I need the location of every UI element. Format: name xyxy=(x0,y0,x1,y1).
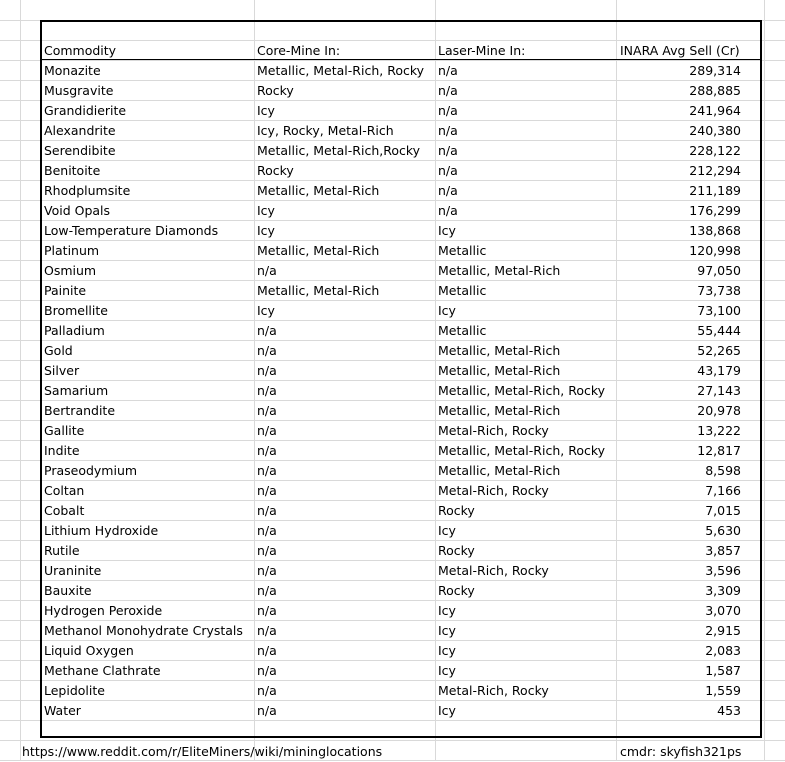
commodity-cell[interactable]: Musgravite xyxy=(44,83,114,98)
laser-mine-cell[interactable]: Metallic, Metal-Rich xyxy=(438,343,561,358)
price-cell[interactable]: 3,596 xyxy=(705,563,741,578)
laser-mine-cell[interactable]: Metallic, Metal-Rich, Rocky xyxy=(438,443,606,458)
table-row xyxy=(0,681,785,701)
core-mine-cell[interactable]: n/a xyxy=(257,423,277,438)
price-cell[interactable]: 212,294 xyxy=(689,163,741,178)
commodity-cell[interactable]: Platinum xyxy=(44,243,100,258)
table-row xyxy=(0,621,785,641)
laser-mine-cell[interactable]: Metal-Rich, Rocky xyxy=(438,563,549,578)
table-row xyxy=(0,521,785,541)
laser-mine-cell[interactable]: Icy xyxy=(438,643,456,658)
core-mine-cell[interactable]: Metallic, Metal-Rich, Rocky xyxy=(257,63,425,78)
commodity-cell[interactable]: Painite xyxy=(44,283,87,298)
commodity-cell[interactable]: Void Opals xyxy=(44,203,111,218)
laser-mine-cell[interactable]: Icy xyxy=(438,303,456,318)
laser-mine-cell[interactable]: Icy xyxy=(438,223,456,238)
laser-mine-cell[interactable]: n/a xyxy=(438,83,458,98)
table-row xyxy=(0,241,785,261)
table-row xyxy=(0,361,785,381)
price-cell[interactable]: 20,978 xyxy=(697,403,741,418)
core-mine-cell[interactable]: Icy xyxy=(257,223,275,238)
table-row xyxy=(0,581,785,601)
header-underline xyxy=(42,59,760,60)
price-cell[interactable]: 12,817 xyxy=(697,443,741,458)
laser-mine-cell[interactable]: Icy xyxy=(438,663,456,678)
core-mine-cell[interactable]: Icy, Rocky, Metal-Rich xyxy=(257,123,394,138)
price-cell[interactable]: 241,964 xyxy=(689,103,741,118)
table-row xyxy=(0,481,785,501)
laser-mine-cell[interactable]: Metallic, Metal-Rich xyxy=(438,463,561,478)
table-row xyxy=(0,401,785,421)
core-mine-cell[interactable]: n/a xyxy=(257,443,277,458)
commodity-cell[interactable]: Bromellite xyxy=(44,303,108,318)
laser-mine-cell[interactable]: Metal-Rich, Rocky xyxy=(438,423,549,438)
price-cell[interactable]: 120,998 xyxy=(689,243,741,258)
table-row xyxy=(0,501,785,521)
table-row xyxy=(0,301,785,321)
core-mine-cell[interactable]: Rocky xyxy=(257,163,294,178)
core-mine-cell[interactable]: Rocky xyxy=(257,83,294,98)
header-row xyxy=(0,41,785,61)
commodity-cell[interactable]: Water xyxy=(44,703,81,718)
author-credit[interactable]: cmdr: skyfish321ps xyxy=(620,744,742,759)
commodity-cell[interactable]: Uraninite xyxy=(44,563,102,578)
laser-mine-cell[interactable]: n/a xyxy=(438,183,458,198)
price-cell[interactable]: 240,380 xyxy=(689,123,741,138)
price-cell[interactable]: 73,738 xyxy=(697,283,741,298)
laser-mine-cell[interactable]: Metallic xyxy=(438,243,487,258)
commodity-cell[interactable]: Grandidierite xyxy=(44,103,127,118)
price-cell[interactable]: 3,070 xyxy=(705,603,741,618)
laser-mine-cell[interactable]: Rocky xyxy=(438,583,475,598)
price-cell[interactable]: 27,143 xyxy=(697,383,741,398)
core-mine-cell[interactable]: n/a xyxy=(257,343,277,358)
laser-mine-cell[interactable]: n/a xyxy=(438,63,458,78)
table-row xyxy=(0,61,785,81)
price-cell[interactable]: 2,915 xyxy=(705,623,741,638)
laser-mine-cell[interactable]: Metallic, Metal-Rich xyxy=(438,363,561,378)
laser-mine-cell[interactable]: Icy xyxy=(438,703,456,718)
laser-mine-cell[interactable]: Metallic, Metal-Rich xyxy=(438,403,561,418)
header-core-mine[interactable]: Core-Mine In: xyxy=(257,43,341,58)
price-cell[interactable]: 228,122 xyxy=(689,143,741,158)
core-mine-cell[interactable]: n/a xyxy=(257,543,277,558)
table-row xyxy=(0,701,785,721)
price-cell[interactable]: 97,050 xyxy=(697,263,741,278)
commodity-cell[interactable]: Bauxite xyxy=(44,583,92,598)
core-mine-cell[interactable]: n/a xyxy=(257,563,277,578)
table-row xyxy=(0,261,785,281)
laser-mine-cell[interactable]: Icy xyxy=(438,523,456,538)
price-cell[interactable]: 43,179 xyxy=(697,363,741,378)
price-cell[interactable]: 289,314 xyxy=(689,63,741,78)
table-row xyxy=(0,661,785,681)
commodity-cell[interactable]: Indite xyxy=(44,443,80,458)
commodity-cell[interactable]: Gold xyxy=(44,343,73,358)
price-cell[interactable]: 3,857 xyxy=(705,543,741,558)
core-mine-cell[interactable]: Metallic, Metal-Rich xyxy=(257,183,380,198)
table-row xyxy=(0,421,785,441)
table-row xyxy=(0,281,785,301)
core-mine-cell[interactable]: Icy xyxy=(257,303,275,318)
price-cell[interactable]: 288,885 xyxy=(689,83,741,98)
price-cell[interactable]: 3,309 xyxy=(705,583,741,598)
commodity-cell[interactable]: Hydrogen Peroxide xyxy=(44,603,163,618)
table-row xyxy=(0,201,785,221)
source-url[interactable]: https://www.reddit.com/r/EliteMiners/wiki/mininglocations xyxy=(22,744,383,759)
commodity-cell[interactable]: Monazite xyxy=(44,63,101,78)
table-row xyxy=(0,321,785,341)
commodity-cell[interactable]: Bertrandite xyxy=(44,403,116,418)
laser-mine-cell[interactable]: Rocky xyxy=(438,543,475,558)
price-cell[interactable]: 55,444 xyxy=(697,323,741,338)
price-cell[interactable]: 2,083 xyxy=(705,643,741,658)
price-cell[interactable]: 7,015 xyxy=(705,503,741,518)
laser-mine-cell[interactable]: n/a xyxy=(438,143,458,158)
core-mine-cell[interactable]: Metallic, Metal-Rich,Rocky xyxy=(257,143,421,158)
core-mine-cell[interactable]: n/a xyxy=(257,503,277,518)
header-laser-mine[interactable]: Laser-Mine In: xyxy=(438,43,526,58)
commodity-cell[interactable]: Methane Clathrate xyxy=(44,663,161,678)
table-row xyxy=(0,381,785,401)
laser-mine-cell[interactable]: Metal-Rich, Rocky xyxy=(438,683,549,698)
table-row xyxy=(0,121,785,141)
price-cell[interactable]: 8,598 xyxy=(705,463,741,478)
commodity-cell[interactable]: Low-Temperature Diamonds xyxy=(44,223,219,238)
laser-mine-cell[interactable]: n/a xyxy=(438,163,458,178)
laser-mine-cell[interactable]: Rocky xyxy=(438,503,475,518)
price-cell[interactable]: 1,587 xyxy=(705,663,741,678)
commodity-cell[interactable]: Palladium xyxy=(44,323,105,338)
table-row xyxy=(0,181,785,201)
core-mine-cell[interactable]: n/a xyxy=(257,603,277,618)
price-cell[interactable]: 73,100 xyxy=(697,303,741,318)
commodity-cell[interactable]: Alexandrite xyxy=(44,123,116,138)
core-mine-cell[interactable]: n/a xyxy=(257,263,277,278)
price-cell[interactable]: 211,189 xyxy=(689,183,741,198)
commodity-cell[interactable]: Liquid Oxygen xyxy=(44,643,134,658)
laser-mine-cell[interactable]: Metal-Rich, Rocky xyxy=(438,483,549,498)
core-mine-cell[interactable]: Metallic, Metal-Rich xyxy=(257,283,380,298)
price-cell[interactable]: 453 xyxy=(717,703,741,718)
commodity-cell[interactable]: Cobalt xyxy=(44,503,85,518)
table-row xyxy=(0,561,785,581)
commodity-cell[interactable]: Methanol Monohydrate Crystals xyxy=(44,623,243,638)
core-mine-cell[interactable]: n/a xyxy=(257,363,277,378)
core-mine-cell[interactable]: n/a xyxy=(257,523,277,538)
laser-mine-cell[interactable]: n/a xyxy=(438,123,458,138)
laser-mine-cell[interactable]: Metallic, Metal-Rich, Rocky xyxy=(438,383,606,398)
commodity-cell[interactable]: Benitoite xyxy=(44,163,101,178)
laser-mine-cell[interactable]: Metallic, Metal-Rich xyxy=(438,263,561,278)
price-cell[interactable]: 5,630 xyxy=(705,523,741,538)
laser-mine-cell[interactable]: Icy xyxy=(438,623,456,638)
commodity-cell[interactable]: Rhodplumsite xyxy=(44,183,131,198)
table-row xyxy=(0,81,785,101)
laser-mine-cell[interactable]: n/a xyxy=(438,103,458,118)
commodity-cell[interactable]: Rutile xyxy=(44,543,80,558)
grid-horizontal-line xyxy=(0,740,785,741)
price-cell[interactable]: 176,299 xyxy=(689,203,741,218)
table-row xyxy=(0,641,785,661)
table-row xyxy=(0,601,785,621)
price-cell[interactable]: 138,868 xyxy=(689,223,741,238)
header-commodity[interactable]: Commodity xyxy=(44,43,117,58)
commodity-cell[interactable]: Lithium Hydroxide xyxy=(44,523,159,538)
header-price[interactable]: INARA Avg Sell (Cr) xyxy=(620,43,740,58)
commodity-cell[interactable]: Serendibite xyxy=(44,143,116,158)
laser-mine-cell[interactable]: n/a xyxy=(438,203,458,218)
core-mine-cell[interactable]: n/a xyxy=(257,383,277,398)
core-mine-cell[interactable]: n/a xyxy=(257,323,277,338)
core-mine-cell[interactable]: n/a xyxy=(257,683,277,698)
table-row xyxy=(0,441,785,461)
table-row xyxy=(0,101,785,121)
core-mine-cell[interactable]: Metallic, Metal-Rich xyxy=(257,243,380,258)
price-cell[interactable]: 13,222 xyxy=(697,423,741,438)
core-mine-cell[interactable]: Icy xyxy=(257,203,275,218)
price-cell[interactable]: 1,559 xyxy=(705,683,741,698)
core-mine-cell[interactable]: n/a xyxy=(257,623,277,638)
table-row xyxy=(0,221,785,241)
commodity-cell[interactable]: Gallite xyxy=(44,423,85,438)
commodity-cell[interactable]: Osmium xyxy=(44,263,97,278)
price-cell[interactable]: 52,265 xyxy=(697,343,741,358)
table-row xyxy=(0,161,785,181)
table-row xyxy=(0,541,785,561)
commodity-cell[interactable]: Praseodymium xyxy=(44,463,138,478)
core-mine-cell[interactable]: n/a xyxy=(257,583,277,598)
core-mine-cell[interactable]: n/a xyxy=(257,463,277,478)
core-mine-cell[interactable]: n/a xyxy=(257,483,277,498)
core-mine-cell[interactable]: n/a xyxy=(257,403,277,418)
laser-mine-cell[interactable]: Metallic xyxy=(438,283,487,298)
laser-mine-cell[interactable]: Metallic xyxy=(438,323,487,338)
commodity-cell[interactable]: Coltan xyxy=(44,483,85,498)
core-mine-cell[interactable]: n/a xyxy=(257,703,277,718)
core-mine-cell[interactable]: Icy xyxy=(257,103,275,118)
table-row xyxy=(0,461,785,481)
core-mine-cell[interactable]: n/a xyxy=(257,643,277,658)
commodity-cell[interactable]: Lepidolite xyxy=(44,683,105,698)
table-row xyxy=(0,141,785,161)
price-cell[interactable]: 7,166 xyxy=(705,483,741,498)
laser-mine-cell[interactable]: Icy xyxy=(438,603,456,618)
table-row xyxy=(0,341,785,361)
core-mine-cell[interactable]: n/a xyxy=(257,663,277,678)
commodity-cell[interactable]: Samarium xyxy=(44,383,109,398)
commodity-cell[interactable]: Silver xyxy=(44,363,80,378)
